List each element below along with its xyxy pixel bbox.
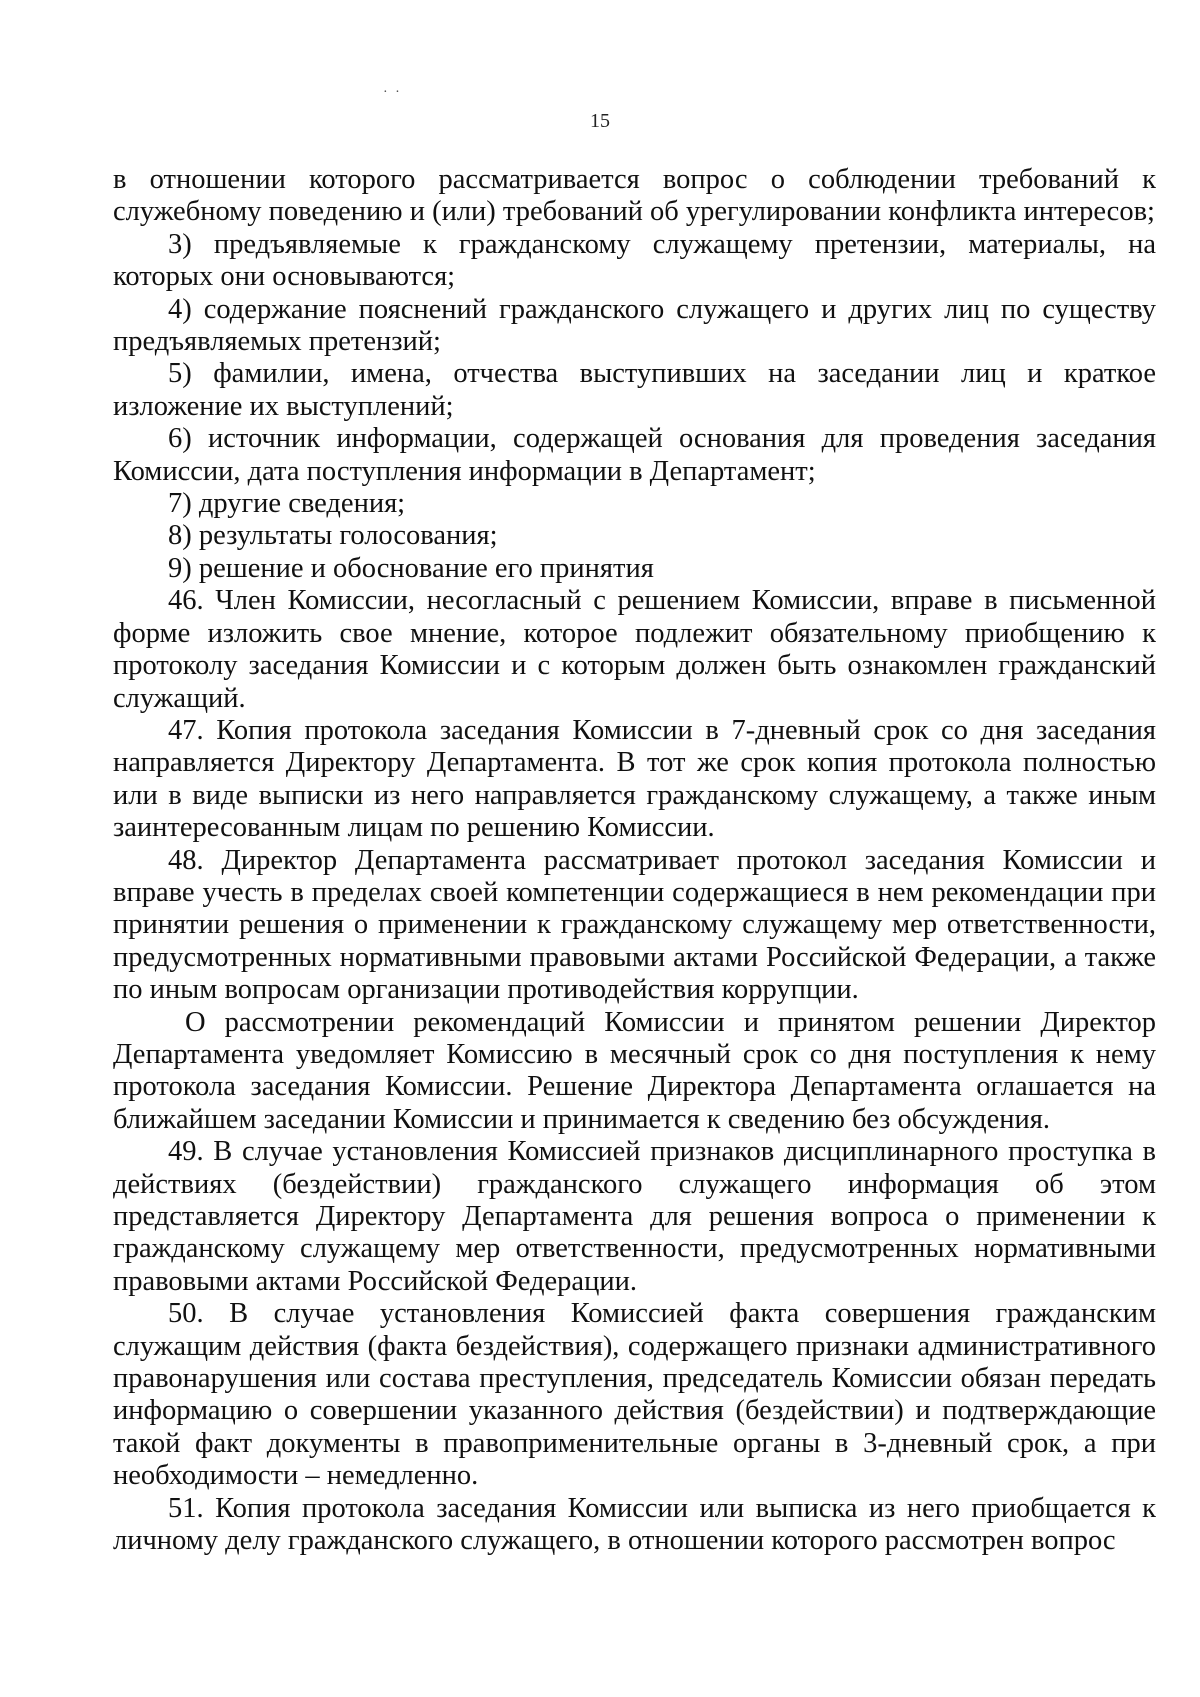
document-body xyxy=(113,164,1156,1557)
list-item-5: 5) фамилии, имена, отчества выступивших на заседании лиц и краткое изложение их выступлений; xyxy=(113,358,1156,422)
scan-artifact: · · xyxy=(383,85,402,100)
list-item-8: 8) результаты голосования; xyxy=(168,520,498,552)
list-item-7: 7) другие сведения; xyxy=(168,488,406,520)
paragraph-continuation: в отношении которого рассматривается вопрос о соблюдении требований к служебному поведению и (или) требований об урегулировании конфликта интересов; xyxy=(113,164,1156,228)
clause-49: 49. В случае установления Комиссией признаков дисциплинарного проступка в действиях (бездействии) гражданского служащего информация об этом представляется Директору Департамента для решения вопроса о применении к гражданскому служащему мер ответственности, предусмотренных нормативными правовыми актами Российской Федерации. xyxy=(113,1136,1156,1297)
clause-51: 51. Копия протокола заседания Комиссии или выписка из него приобщается к личному делу гражданского служащего, в отношении которого рассмотрен вопрос xyxy=(113,1492,1156,1557)
clause-47: 47. Копия протокола заседания Комиссии в 7-дневный срок со дня заседания направляется Директору Департамента. В тот же срок копия протокола полностью или в виде выписки из него направляется гражданскому служащему, а также иным заинтересованным лицам по решению Комиссии. xyxy=(113,714,1156,844)
clause-46: 46. Член Комиссии, несогласный с решением Комиссии, вправе в письменной форме изложить свое мнение, которое подлежит обязательному приобщению к протоколу заседания Комиссии и с которым должен быть ознакомлен гражданский служащий. xyxy=(113,585,1156,714)
page-number: 15 xyxy=(590,110,610,132)
list-item-3: 3) предъявляемые к гражданскому служащему претензии, материалы, на которых они основываются; xyxy=(113,228,1156,293)
list-item-4: 4) содержание пояснений гражданского служащего и других лиц по существу предъявляемых претензий; xyxy=(113,293,1156,358)
clause-48-continuation: О рассмотрении рекомендаций Комиссии и принятом решении Директор Департамента уведомляет Комиссию в месячный срок со дня поступления к нему протокола заседания Комиссии. Решение Директора Департамента оглашается на ближайшем заседании Комиссии и принимается к сведению без обсуждения. xyxy=(113,1006,1156,1135)
clause-48: 48. Директор Департамента рассматривает протокол заседания Комиссии и вправе учесть в пределах своей компетенции содержащиеся в нем рекомендации при принятии решения о применении к гражданскому служащему мер ответственности, предусмотренных нормативными правовыми актами Российской Федерации, а также по иным вопросам организации противодействия коррупции. xyxy=(113,844,1156,1006)
list-item-6: 6) источник информации, содержащей основания для проведения заседания Комиссии, дата поступления информации в Департамент; xyxy=(113,423,1156,487)
list-item-9: 9) решение и обоснование его принятия xyxy=(168,552,654,584)
clause-50: 50. В случае установления Комиссией факта совершения гражданским служащим действия (факта бездействия), содержащего признаки административного правонарушения или состава преступления, председатель Комиссии обязан передать информацию о совершении указанного действия (бездействии) и подтверждающие такой факт документы в правоприменительные органы в 3-дневный срок, а при необходимости – немедленно. xyxy=(113,1298,1156,1492)
